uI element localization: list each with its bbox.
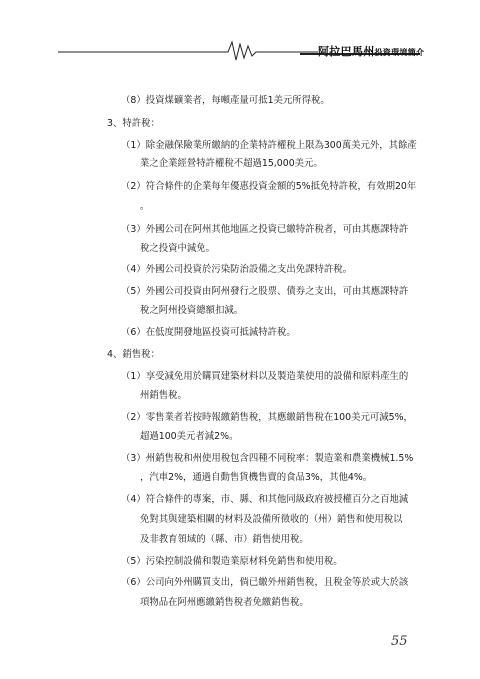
item-line: 業之企業經營特許權稅不超過15,000美元。 — [140, 158, 323, 169]
item-line: （4）符合條件的專案，市、縣、和其他同級政府被授權百分之百地減 — [121, 494, 409, 505]
item-line: 免對其與建築相關的材料及設備所徵收的（州）銷售和使用稅以 — [140, 514, 403, 525]
item-line: （5）外國公司投資由阿州發行之股票、債券之支出，可由其應課特許 — [121, 286, 409, 297]
item-line: （5）污染控制設備和製造業原材料免銷售和使用稅。 — [121, 556, 343, 567]
item-line: （1）享受減免用於購買建築材料以及製造業使用的設備和原料產生的 — [121, 371, 409, 382]
item-line: （6）公司向外州購買支出，倘已繳外州銷售稅，且稅金等於或大於該 — [121, 577, 409, 588]
item-line: 稅之阿州投資總額扣減。 — [140, 305, 244, 316]
item-line: （2）符合條件的企業每年優惠投資金額的5%抵免特許稅，有效期20年 — [121, 181, 417, 192]
item-line: （4）外國公司投資於污染防治設備之支出免課特許稅。 — [121, 264, 352, 275]
item-line: （8）投資煤礦業者，每噸產量可抵1美元所得稅。 — [121, 95, 330, 106]
page-number: 55 — [391, 634, 408, 649]
item-line: 及非教育領域的（縣、市）銷售使用稅。 — [140, 534, 309, 545]
item-line: ，汽車2%，通過自動售貨機售賣的食品3%，其他4%。 — [140, 472, 373, 483]
header-title-main: 阿拉巴馬州 — [318, 45, 375, 58]
item-line: （2）零售業者若按時報繳銷售稅，其應繳銷售稅在100美元可減5%， — [121, 412, 413, 423]
item-line: 稅之投資中減免。 — [140, 243, 216, 254]
item-line: 超過100美元者減2%。 — [140, 431, 239, 442]
header-title-sub: 投資環境簡介 — [374, 48, 425, 57]
item-line: 州銷售稅。 — [140, 390, 187, 401]
item-line: （6）在低度開發地區投資可抵減特許稅。 — [121, 327, 296, 338]
section-heading: 3、特許稅： — [107, 118, 160, 129]
running-header — [0, 38, 480, 62]
item-line: （3）州銷售稅和州使用稅包含四種不同稅率：製造業和農業機械1.5% — [121, 453, 414, 464]
item-line: （3）外國公司在阿州其他地區之投資已繳特許稅者，可由其應課特許 — [121, 224, 409, 235]
header-title — [318, 43, 424, 59]
item-line: 。 — [140, 201, 150, 212]
item-line: 項物品在阿州應繳銷售稅者免繳銷售稅。 — [140, 597, 309, 608]
section-heading: 4、銷售稅： — [107, 349, 160, 360]
item-line: （1）除金融保險業所繳納的企業特許權稅上限為300萬美元外，其餘產 — [121, 140, 417, 151]
